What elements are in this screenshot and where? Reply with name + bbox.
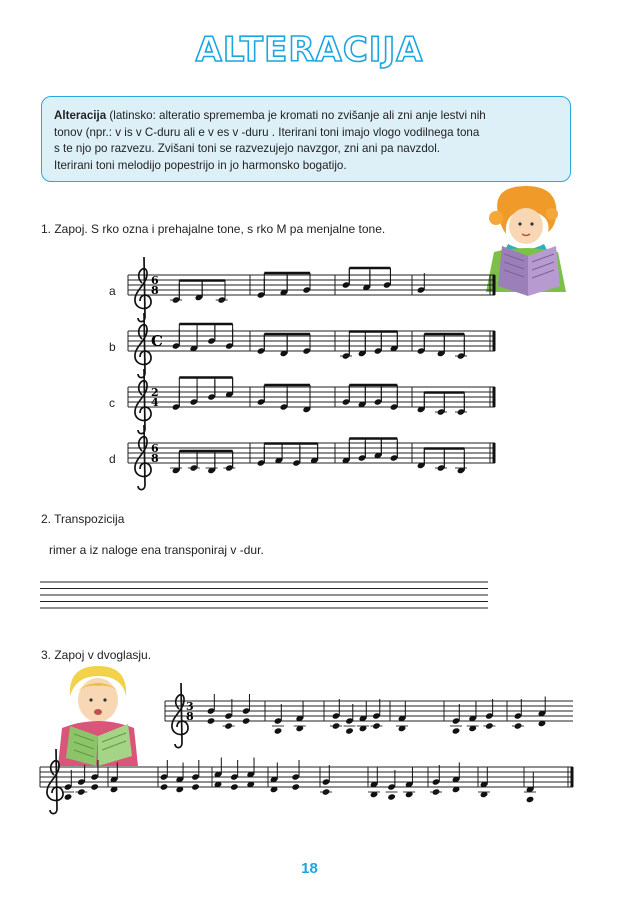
treble-clef-icon bbox=[135, 313, 151, 378]
definition-line-2: tonov (npr.: v is v C-duru ali e v es v -duru . Iterirani toni imajo vlogo vodilnega tona bbox=[54, 125, 480, 139]
task2-instruction: rimer a iz naloge ena transponiraj v -dur. bbox=[49, 543, 264, 557]
note-head bbox=[387, 793, 396, 800]
task3-heading: 3. Zapoj v dvoglasju. bbox=[41, 648, 152, 662]
time-signature: 8 bbox=[186, 710, 194, 723]
note-head bbox=[64, 793, 73, 800]
definition-line-1: (latinsko: alteratio sprememba je kromati no zvišanje ali zni anje lestvi nih bbox=[106, 109, 486, 122]
note-head bbox=[452, 727, 461, 734]
note-head bbox=[274, 727, 283, 734]
staff-task1-a bbox=[128, 257, 495, 322]
treble-clef-icon bbox=[135, 257, 151, 322]
staff-task1-b bbox=[128, 313, 495, 378]
page-number: 18 bbox=[301, 860, 318, 877]
treble-clef-icon bbox=[135, 425, 151, 490]
note-head bbox=[242, 717, 251, 724]
row-label-d: d bbox=[109, 452, 116, 466]
note-head bbox=[230, 783, 239, 790]
definition-term: Alteracija bbox=[54, 109, 107, 122]
empty-staff-task2 bbox=[40, 582, 488, 608]
time-signature: 8 bbox=[151, 452, 159, 465]
note-head bbox=[291, 783, 300, 790]
treble-clef-icon bbox=[47, 749, 63, 814]
staff-task1-d bbox=[128, 425, 495, 490]
treble-clef-icon bbox=[135, 369, 151, 434]
note-head bbox=[345, 727, 354, 734]
time-signature: 6 bbox=[151, 442, 159, 455]
note-head bbox=[207, 717, 216, 724]
note-head bbox=[191, 783, 200, 790]
definition-line-3: s te njo po razvezu. Zvišani toni se razvezujejo navzgor, zni ani pa navzdol. bbox=[54, 142, 441, 155]
time-signature: 8 bbox=[151, 284, 159, 297]
definition-line-4: Iterirani toni melodijo popestrijo in jo harmonsko bogatijo. bbox=[54, 158, 347, 172]
time-signature: 2 bbox=[151, 386, 159, 399]
time-signature: 6 bbox=[151, 274, 159, 287]
row-label-b: b bbox=[109, 340, 116, 354]
row-label-c: c bbox=[109, 396, 115, 410]
time-signature: 3 bbox=[186, 700, 194, 713]
staff-task3-line1 bbox=[165, 683, 573, 748]
task1-instruction: 1. Zapoj. S rko ozna i prehajalne tone, s rko M pa menjalne tone. bbox=[41, 222, 386, 236]
note-head bbox=[526, 796, 535, 803]
note-head bbox=[160, 783, 169, 790]
staff-task3-line2 bbox=[40, 749, 573, 814]
staff-task1-c bbox=[128, 369, 495, 434]
page-title: ALTERACIJA bbox=[195, 30, 424, 70]
time-signature: C bbox=[151, 332, 163, 350]
time-signature: 4 bbox=[151, 396, 159, 409]
row-label-a: a bbox=[109, 284, 116, 298]
task2-heading: 2. Transpozicija bbox=[41, 512, 125, 526]
note-head bbox=[90, 783, 99, 790]
